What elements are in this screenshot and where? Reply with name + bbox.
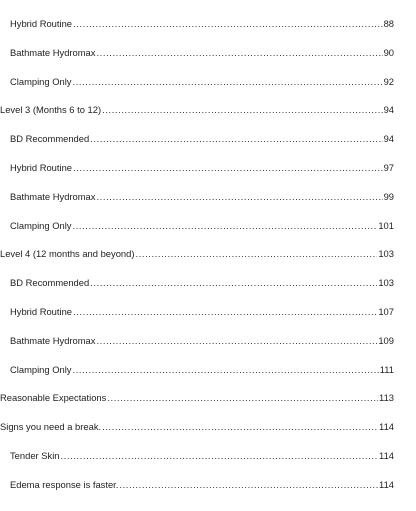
toc-entry-page: 107: [378, 305, 394, 317]
toc-entry-page: 103: [378, 248, 394, 260]
toc-entry-clamping-only-92[interactable]: [0, 68, 394, 97]
dot-leader: [73, 154, 383, 183]
toc-entry-bathmate-hydromax-99[interactable]: [0, 183, 394, 212]
dot-leader: [90, 269, 377, 298]
toc-entry-signs-you-need-a-break[interactable]: [0, 413, 394, 442]
dot-leader: [61, 442, 379, 471]
toc-entry-page: 94: [383, 133, 394, 145]
toc-entry-title: Clamping Only: [10, 363, 72, 375]
dot-leader: [73, 10, 383, 39]
toc-entry-title: Clamping Only: [10, 75, 72, 87]
toc-entry-title: Clamping Only: [10, 219, 72, 231]
dot-leader: [96, 327, 377, 356]
dot-leader: [102, 413, 378, 442]
toc-entry-page: 113: [379, 392, 394, 404]
toc-entry-page: 114: [379, 421, 394, 433]
dot-leader: [135, 240, 377, 269]
dot-leader: [72, 212, 377, 241]
dot-leader: [119, 471, 378, 500]
dot-leader: [72, 356, 378, 385]
toc-entry-hybrid-routine-97[interactable]: [0, 154, 394, 183]
toc-entry-title: Bathmate Hydromax: [10, 190, 96, 202]
table-of-contents: [0, 10, 394, 500]
toc-entry-page: 94: [383, 104, 394, 116]
toc-entry-hybrid-routine-107[interactable]: [0, 298, 394, 327]
toc-entry-title: Reasonable Expectations: [0, 392, 107, 404]
toc-entry-bd-recommended-103[interactable]: [0, 269, 394, 298]
toc-entry-title: Hybrid Routine: [10, 305, 73, 317]
toc-entry-title: BD Recommended: [10, 277, 90, 289]
toc-entry-title: Signs you need a break.: [0, 421, 102, 433]
toc-entry-page: 109: [378, 334, 394, 346]
toc-entry-title: Hybrid Routine: [10, 161, 73, 173]
toc-entry-page: 111: [379, 363, 394, 375]
toc-entry-title: Level 3 (Months 6 to 12): [0, 104, 102, 116]
toc-entry-level-4[interactable]: [0, 240, 394, 269]
toc-entry-bathmate-hydromax-109[interactable]: [0, 327, 394, 356]
toc-entry-title: Tender Skin: [10, 449, 60, 461]
toc-entry-level-3[interactable]: [0, 96, 394, 125]
toc-entry-title: Hybrid Routine: [10, 18, 73, 29]
dot-leader: [72, 68, 382, 97]
dot-leader: [73, 298, 377, 327]
dot-leader: [107, 384, 378, 413]
toc-entry-page: 99: [383, 190, 394, 202]
toc-entry-edema-response[interactable]: [0, 471, 394, 500]
toc-entry-title: Edema response is faster.: [10, 478, 119, 490]
toc-entry-page: 103: [378, 277, 394, 289]
dot-leader: [96, 39, 382, 68]
toc-entry-page: 114: [379, 449, 394, 461]
toc-entry-page: 114: [379, 478, 394, 490]
toc-entry-page: 97: [383, 161, 394, 173]
dot-leader: [102, 96, 382, 125]
toc-entry-page: 90: [383, 46, 394, 58]
toc-entry-reasonable-expectations[interactable]: [0, 384, 394, 413]
toc-entry-hybrid-routine-88[interactable]: [0, 10, 394, 39]
toc-entry-page: 92: [383, 75, 394, 87]
dot-leader: [90, 125, 382, 154]
toc-entry-clamping-only-111[interactable]: [0, 356, 394, 385]
toc-entry-bathmate-hydromax-90[interactable]: [0, 39, 394, 68]
toc-entry-title: Bathmate Hydromax: [10, 334, 96, 346]
toc-entry-tender-skin[interactable]: [0, 442, 394, 471]
dot-leader: [96, 183, 382, 212]
toc-entry-title: BD Recommended: [10, 133, 90, 145]
toc-entry-bd-recommended-94[interactable]: [0, 125, 394, 154]
toc-entry-clamping-only-101[interactable]: [0, 212, 394, 241]
toc-entry-page: 101: [378, 219, 394, 231]
toc-entry-title: Level 4 (12 months and beyond): [0, 248, 135, 260]
toc-entry-title: Bathmate Hydromax: [10, 46, 96, 58]
toc-entry-page: 88: [383, 18, 394, 29]
